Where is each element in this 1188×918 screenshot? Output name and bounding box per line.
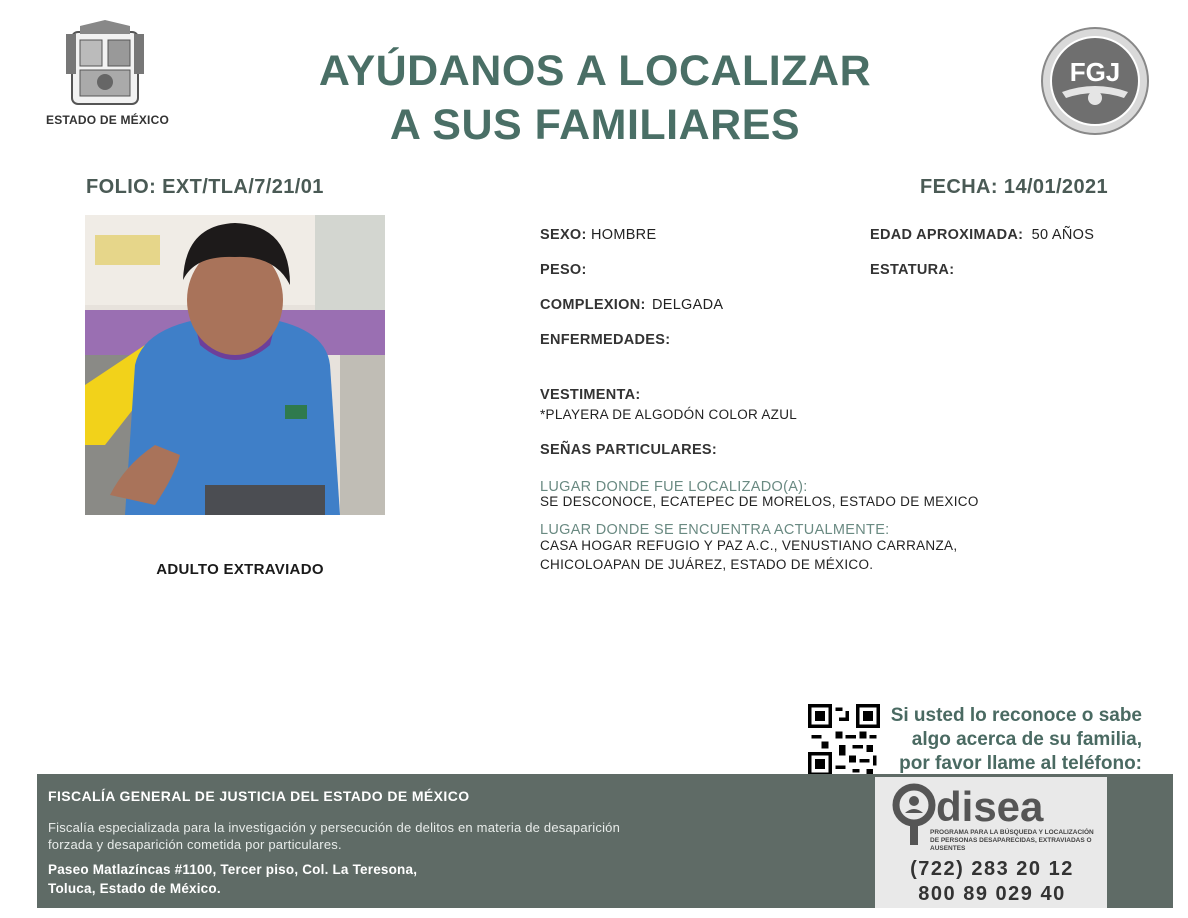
actual-line-1: CASA HOGAR REFUGIO Y PAZ A.C., VENUSTIANO CARRANZA, bbox=[540, 538, 958, 553]
title-line-2: A SUS FAMILIARES bbox=[389, 101, 801, 149]
footer-description: Fiscalía especializada para la investigación y persecución de delitos en materia de desaparición forzada y desaparición cometida por particulares. bbox=[48, 820, 621, 852]
phone-2[interactable]: 800 89 029 40 bbox=[918, 883, 1066, 905]
fgj-seal-icon bbox=[1040, 26, 1150, 136]
senas-field bbox=[540, 442, 717, 458]
qr-code-icon[interactable] bbox=[808, 704, 880, 776]
call-line-2: algo acerca de su familia, bbox=[911, 729, 1142, 750]
fecha bbox=[920, 176, 1108, 199]
call-to-action bbox=[880, 704, 1142, 776]
edad-label: EDAD APROXIMADA: bbox=[870, 227, 1024, 243]
phone-1[interactable]: (722) 283 20 12 bbox=[910, 858, 1074, 880]
vestimenta-value: *PLAYERA DE ALGODÓN COLOR AZUL bbox=[540, 407, 798, 422]
localizado-value: SE DESCONOCE, ECATEPEC DE MORELOS, ESTADO DE MEXICO bbox=[540, 494, 979, 509]
fecha-value: 14/01/2021 bbox=[1003, 176, 1109, 198]
call-line-1: Si usted lo reconoce o sabe bbox=[890, 705, 1142, 726]
folio bbox=[86, 176, 324, 199]
sexo-label: SEXO: bbox=[540, 227, 587, 243]
fgj-logo-text: FGJ bbox=[1069, 57, 1121, 87]
fecha-label: FECHA: bbox=[920, 176, 998, 198]
title-line-1: AYÚDANOS A LOCALIZAR bbox=[318, 47, 872, 95]
page-title bbox=[270, 44, 920, 152]
vestimenta-label: VESTIMENTA: bbox=[540, 387, 641, 403]
vestimenta-field bbox=[540, 387, 641, 403]
address-line-1: Paseo Matlazíncas #1100, Tercer piso, Col. La Teresona, bbox=[48, 862, 418, 877]
enfermedades-field bbox=[540, 332, 670, 348]
footer-title: FISCALÍA GENERAL DE JUSTICIA DEL ESTADO DE MÉXICO bbox=[48, 788, 470, 804]
address-line-2: Toluca, Estado de México. bbox=[48, 881, 221, 896]
odisea-brand: disea bbox=[936, 783, 1044, 830]
complexion-field bbox=[540, 297, 723, 313]
photo-caption: ADULTO EXTRAVIADO bbox=[156, 561, 324, 578]
actual-line-2: CHICOLOAPAN DE JUÁREZ, ESTADO DE MÉXICO. bbox=[540, 557, 874, 572]
senas-label: SEÑAS PARTICULARES: bbox=[540, 442, 718, 458]
sexo-field bbox=[540, 227, 656, 243]
actual-label: LUGAR DONDE SE ENCUENTRA ACTUALMENTE: bbox=[540, 522, 890, 538]
state-name: ESTADO DE MÉXICO bbox=[46, 113, 169, 127]
localizado-label: LUGAR DONDE FUE LOCALIZADO(A): bbox=[540, 479, 808, 495]
complexion-label: COMPLEXION: bbox=[540, 297, 646, 313]
odisea-subtitle: PROGRAMA PARA LA BÚSQUEDA Y LOCALIZACIÓN DE PERSONAS DESAPARECIDAS, EXTRAVIADAS O AUSENTES bbox=[930, 829, 1094, 852]
estado-de-mexico-coat-of-arms-icon bbox=[62, 20, 148, 110]
peso-label: PESO: bbox=[540, 262, 587, 278]
estatura-label: ESTATURA: bbox=[870, 262, 955, 278]
enfermedades-label: ENFERMEDADES: bbox=[540, 332, 671, 348]
footer-address bbox=[48, 860, 608, 898]
folio-value: EXT/TLA/7/21/01 bbox=[162, 176, 324, 198]
estatura-field bbox=[870, 262, 954, 278]
sexo-value: HOMBRE bbox=[590, 227, 657, 243]
peso-field bbox=[540, 262, 587, 278]
folio-label: FOLIO: bbox=[86, 176, 157, 198]
edad-field bbox=[870, 227, 1094, 243]
person-photo bbox=[85, 215, 385, 515]
call-line-3: por favor llame al teléfono: bbox=[899, 753, 1142, 774]
edad-value: 50 AÑOS bbox=[1031, 227, 1095, 243]
complexion-value: DELGADA bbox=[651, 297, 724, 313]
